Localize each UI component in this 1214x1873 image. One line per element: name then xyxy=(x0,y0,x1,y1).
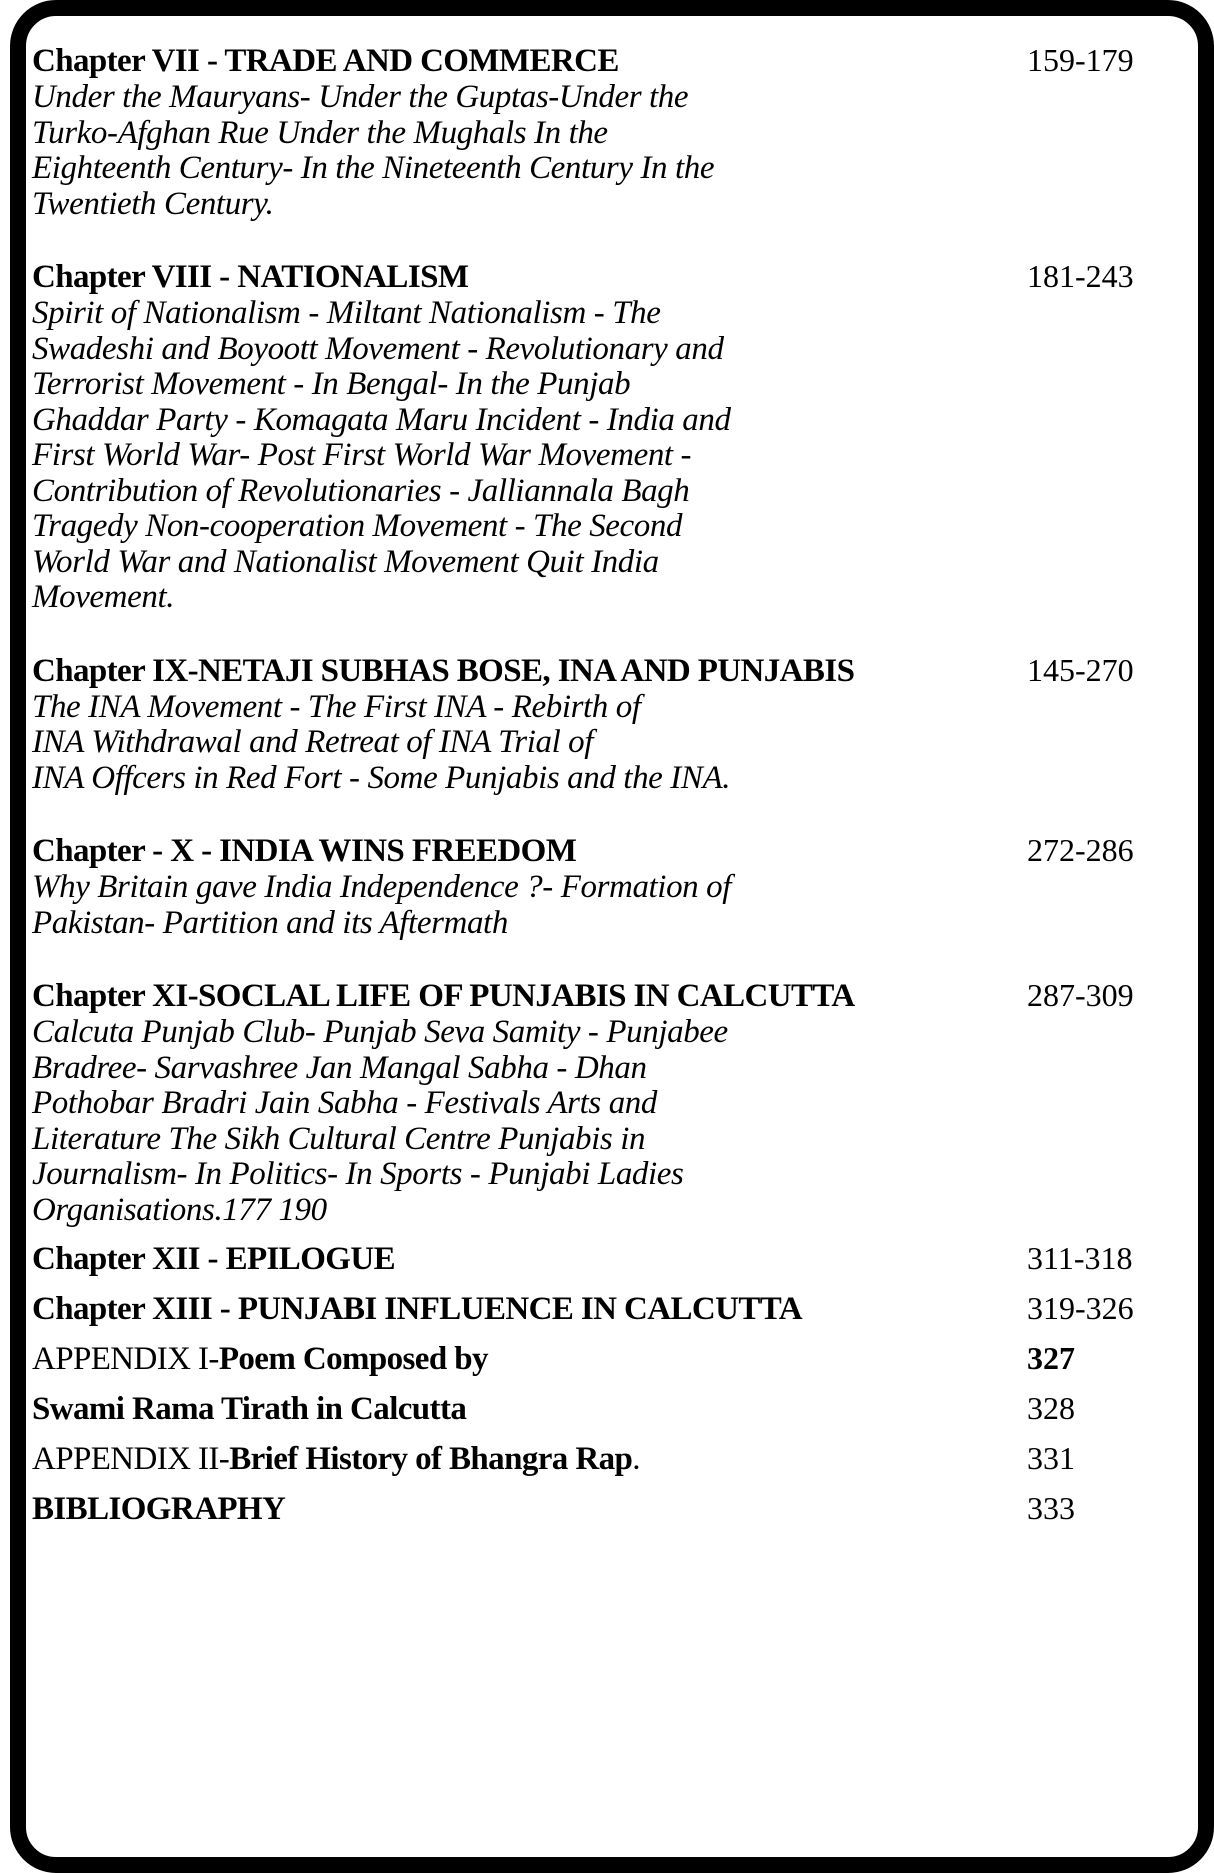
subtitle-line: Terrorist Movement - In Bengal- In the Punjab xyxy=(32,366,631,402)
toc-entry-heading xyxy=(32,977,1172,1015)
toc-entry-heading xyxy=(32,1440,1172,1478)
entry-pages: 327 xyxy=(1027,1340,1075,1376)
toc-entry-heading xyxy=(32,832,1172,870)
entry-title xyxy=(32,1291,1027,1328)
entry-title-part: BIBLIOGRAPHY xyxy=(32,1491,286,1527)
subtitle-line: Ghaddar Party - Komagata Maru Incident - India and xyxy=(32,401,731,438)
subtitle-line: The INA Movement - The First INA - Rebirth of xyxy=(32,688,641,725)
entry-pages: 272-286 xyxy=(1027,832,1134,868)
subtitle-line: Calcuta Punjab Club- Punjab Seva Samity - Punjabee xyxy=(32,1014,728,1050)
subtitle-line: Under the Mauryans- Under the Guptas-Under the xyxy=(32,79,689,115)
toc-entry xyxy=(32,258,1172,616)
entry-title-part: . xyxy=(632,1441,640,1477)
toc-entry-heading xyxy=(32,652,1172,690)
toc-entry xyxy=(32,1240,1172,1278)
subtitle-line: Bradree- Sarvashree Jan Mangal Sabha - Dhan xyxy=(32,1049,647,1086)
entry-title xyxy=(32,1441,1027,1478)
entry-title-part: APPENDIX II- xyxy=(32,1441,230,1477)
entry-title xyxy=(32,43,1027,80)
entry-title-part: Chapter - X - INDIA WINS FREEDOM xyxy=(32,833,577,869)
entry-title xyxy=(32,1341,1027,1378)
entry-pages: 145-270 xyxy=(1027,651,1134,688)
subtitle-line: INA Offcers in Red Fort - Some Punjabis and the INA. xyxy=(32,759,731,796)
subtitle-line: Pakistan- Partition and its Aftermath xyxy=(32,904,508,941)
subtitle-line: INA Withdrawal and Retreat of INA Trial of xyxy=(32,724,594,760)
entry-pages: 319-326 xyxy=(1027,1290,1134,1326)
entry-title-part: Poem Composed by xyxy=(218,1341,488,1377)
toc-entry-heading xyxy=(32,1240,1172,1278)
entry-title-part: Chapter VIII - NATIONALISM xyxy=(32,259,469,295)
entry-title-part: Brief History of Bhangra Rap xyxy=(229,1441,633,1477)
entry-title-part: Chapter VII - TRADE AND COMMERCE xyxy=(32,43,619,79)
subtitle-line: Contribution of Revolutionaries - Jalliannala Bagh xyxy=(32,472,690,509)
entry-title xyxy=(32,978,1027,1015)
subtitle-line: Movement. xyxy=(32,579,175,615)
entry-subtitle xyxy=(32,296,1172,616)
toc-entry xyxy=(32,652,1172,797)
entry-title-part: Swami Rama Tirath in Calcutta xyxy=(32,1391,467,1427)
toc-entry xyxy=(32,1490,1172,1528)
subtitle-line: Journalism- In Politics- In Sports - Punjabi Ladies xyxy=(32,1156,684,1192)
toc-entry xyxy=(32,832,1172,941)
entry-pages: 159-179 xyxy=(1027,42,1134,78)
subtitle-line: Literature The Sikh Cultural Centre Punjabis in xyxy=(32,1120,646,1157)
toc-entry xyxy=(32,977,1172,1228)
toc-entry xyxy=(32,1440,1172,1478)
toc-entry-heading xyxy=(32,1390,1172,1428)
entry-title xyxy=(32,1391,1027,1428)
toc-entry-heading xyxy=(32,42,1172,80)
entry-pages: 287-309 xyxy=(1027,977,1134,1013)
entry-pages: 331 xyxy=(1027,1440,1075,1476)
entry-title xyxy=(32,1241,1027,1278)
entry-title xyxy=(32,259,1027,296)
entry-subtitle xyxy=(32,690,1172,797)
subtitle-line: Twentieth Century. xyxy=(32,185,274,222)
entry-subtitle xyxy=(32,1015,1172,1228)
subtitle-line: Spirit of Nationalism - Miltant Nationalism - The xyxy=(32,295,661,331)
toc-entry-heading xyxy=(32,258,1172,296)
subtitle-line: Why Britain gave India Independence ?- Formation of xyxy=(32,869,731,905)
toc-entry-heading xyxy=(32,1490,1172,1528)
subtitle-line: Eighteenth Century- In the Nineteenth Century In the xyxy=(32,150,715,186)
entry-title xyxy=(32,833,1027,870)
book-page-frame xyxy=(10,0,1214,1873)
entry-pages: 181-243 xyxy=(1027,258,1134,294)
toc-entry xyxy=(32,1290,1172,1328)
entry-pages: 311-318 xyxy=(1027,1240,1133,1276)
subtitle-line: Organisations.177 190 xyxy=(32,1191,327,1228)
entry-title xyxy=(32,653,1027,690)
entry-title-part: Chapter XI-SOCLAL LIFE OF PUNJABIS IN CALCUTTA xyxy=(32,978,855,1014)
toc-entry xyxy=(32,1390,1172,1428)
entry-title-part: Chapter IX-NETAJI SUBHAS BOSE, INA AND PUNJABIS xyxy=(32,652,855,689)
entry-title-part: APPENDIX I- xyxy=(32,1341,219,1377)
entry-title xyxy=(32,1491,1027,1528)
entry-subtitle xyxy=(32,80,1172,222)
toc-entry-heading xyxy=(32,1340,1172,1378)
entry-subtitle xyxy=(32,870,1172,941)
toc-list xyxy=(26,16,1198,1528)
entry-title-part: Chapter XII - EPILOGUE xyxy=(32,1241,395,1277)
entry-title-part: Chapter XIII - PUNJABI INFLUENCE IN CALCUTTA xyxy=(32,1291,802,1327)
toc-entry xyxy=(32,1340,1172,1378)
toc-entry-heading xyxy=(32,1290,1172,1328)
subtitle-line: First World War- Post First World War Movement - xyxy=(32,437,692,473)
entry-pages: 328 xyxy=(1027,1390,1075,1426)
subtitle-line: Pothobar Bradri Jain Sabha - Festivals Arts and xyxy=(32,1085,657,1121)
subtitle-line: Tragedy Non-cooperation Movement - The Second xyxy=(32,508,683,544)
subtitle-line: World War and Nationalist Movement Quit India xyxy=(32,543,659,580)
toc-entry xyxy=(32,42,1172,222)
subtitle-line: Swadeshi and Boyoott Movement - Revolutionary and xyxy=(32,330,724,367)
subtitle-line: Turko-Afghan Rue Under the Mughals In the xyxy=(32,114,608,151)
entry-pages: 333 xyxy=(1027,1490,1075,1526)
